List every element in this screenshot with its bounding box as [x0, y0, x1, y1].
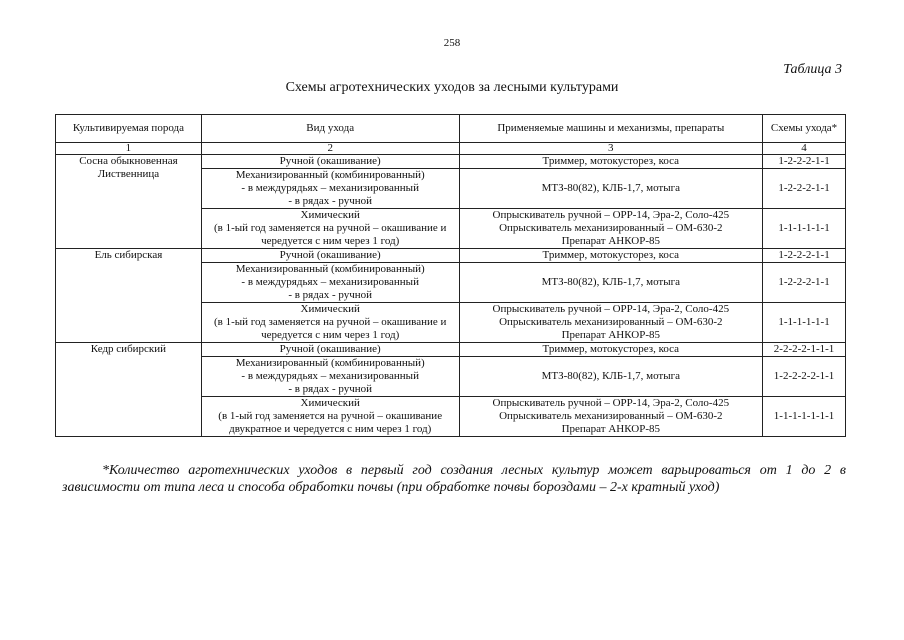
machines-line: Опрыскиватель ручной – ОРР-14, Эра-2, Соло-425: [492, 209, 730, 221]
machines-line: Опрыскиватель ручной – ОРР-14, Эра-2, Соло-425: [492, 397, 730, 409]
breed-name: Ель сибирская: [94, 249, 163, 261]
care-type-line: - в междурядьях – механизированный: [241, 182, 419, 194]
care-type-line: (в 1-ый год заменяется на ручной – окашивание и: [213, 316, 447, 328]
table-row: [56, 343, 846, 357]
machines-line: Препарат АНКОР-85: [561, 235, 661, 247]
machines-line: МТЗ-80(82), КЛБ-1,7, мотыга: [541, 370, 681, 382]
machines-line: Опрыскиватель механизированный – ОМ-630-2: [499, 316, 723, 328]
machines-line: Препарат АНКОР-85: [561, 329, 661, 341]
column-number-row: [56, 143, 846, 155]
care-type-cell: [201, 397, 459, 437]
scheme-cell: 1-1-1-1-1-1-1: [763, 397, 846, 437]
scheme-cell: 1-2-2-2-1-1: [763, 263, 846, 303]
care-type-line: чередуется с ним через 1 год): [261, 329, 400, 341]
machines-cell: [459, 249, 763, 263]
care-type-line: - в рядах - ручной: [288, 289, 373, 301]
breed-cell: [56, 343, 202, 437]
column-number: 1: [56, 143, 202, 155]
scheme-cell: 1-1-1-1-1-1: [763, 303, 846, 343]
care-type-cell: [201, 263, 459, 303]
machines-cell: [459, 155, 763, 169]
machines-line: МТЗ-80(82), КЛБ-1,7, мотыга: [541, 276, 681, 288]
table-body: [56, 155, 846, 437]
machines-cell: [459, 303, 763, 343]
scheme-cell: 1-1-1-1-1-1: [763, 209, 846, 249]
scheme-cell: 1-2-2-2-1-1: [763, 249, 846, 263]
machines-line: МТЗ-80(82), КЛБ-1,7, мотыга: [541, 182, 681, 194]
care-type-line: Ручной (окашивание): [279, 155, 381, 167]
care-type-line: Механизированный (комбинированный): [235, 357, 425, 369]
table-row: [56, 249, 846, 263]
breed-name: Лиственница: [97, 168, 160, 180]
care-type-line: чередуется с ним через 1 год): [261, 235, 400, 247]
machines-line: Опрыскиватель механизированный – ОМ-630-2: [499, 410, 723, 422]
care-schemes-table: [55, 114, 846, 437]
care-type-line: Механизированный (комбинированный): [235, 169, 425, 181]
care-type-cell: [201, 155, 459, 169]
machines-line: Препарат АНКОР-85: [561, 423, 661, 435]
care-type-line: - в междурядьях – механизированный: [241, 370, 419, 382]
care-type-line: Химический: [300, 397, 360, 409]
scheme-cell: 1-2-2-2-1-1: [763, 155, 846, 169]
care-type-line: - в междурядьях – механизированный: [241, 276, 419, 288]
header-cell: Культивируемая порода: [56, 115, 202, 143]
machines-cell: [459, 263, 763, 303]
care-type-cell: [201, 169, 459, 209]
care-type-line: - в рядах - ручной: [288, 195, 373, 207]
column-number: 4: [763, 143, 846, 155]
page-number: 258: [443, 37, 461, 49]
breed-name: Кедр сибирский: [90, 343, 167, 355]
care-type-cell: [201, 343, 459, 357]
header-cell: Схемы ухода*: [763, 115, 846, 143]
care-type-line: Ручной (окашивание): [279, 343, 381, 355]
breed-name: Сосна обыкновенная: [79, 155, 178, 167]
scheme-cell: 1-2-2-2-1-1: [763, 169, 846, 209]
scheme-cell: 1-2-2-2-2-1-1: [763, 357, 846, 397]
machines-cell: [459, 357, 763, 397]
table-row: [56, 155, 846, 169]
care-type-line: - в рядах - ручной: [288, 383, 373, 395]
care-type-line: Механизированный (комбинированный): [235, 263, 425, 275]
care-type-line: Химический: [300, 303, 360, 315]
care-type-line: (в 1-ый год заменяется на ручной – окашивание и: [213, 222, 447, 234]
footnote: *Количество агротехнических уходов в первый год создания лесных культур может варьироваться от 1 до 2 в зависимости от типа леса и способа обработки почвы (при обработке почвы бороздами – 2-х кратный уход): [62, 463, 846, 495]
machines-line: Триммер, мотокусторез, коса: [542, 249, 680, 261]
machines-line: Опрыскиватель ручной – ОРР-14, Эра-2, Соло-425: [492, 303, 730, 315]
column-number: 2: [201, 143, 459, 155]
care-type-cell: [201, 303, 459, 343]
care-type-cell: [201, 209, 459, 249]
care-type-line: двукратное и чередуется с ним через 1 год): [229, 423, 432, 435]
care-type-cell: [201, 249, 459, 263]
breed-cell: [56, 155, 202, 249]
breed-cell: [56, 249, 202, 343]
header-row: [56, 115, 846, 143]
machines-cell: [459, 209, 763, 249]
machines-line: Триммер, мотокусторез, коса: [542, 155, 680, 167]
care-type-line: Химический: [300, 209, 360, 221]
machines-line: Опрыскиватель механизированный – ОМ-630-2: [499, 222, 723, 234]
header-cell: Вид ухода: [201, 115, 459, 143]
care-type-line: Ручной (окашивание): [279, 249, 381, 261]
table-label: Таблица 3: [783, 62, 842, 77]
column-number: 3: [459, 143, 763, 155]
header-cell: Применяемые машины и механизмы, препараты: [459, 115, 763, 143]
machines-cell: [459, 169, 763, 209]
scheme-cell: 2-2-2-2-1-1-1: [763, 343, 846, 357]
machines-cell: [459, 397, 763, 437]
care-type-line: (в 1-ый год заменяется на ручной – окашивание: [218, 410, 443, 422]
machines-cell: [459, 343, 763, 357]
table-title: Схемы агротехнических уходов за лесными культурами: [285, 80, 619, 95]
care-type-cell: [201, 357, 459, 397]
machines-line: Триммер, мотокусторез, коса: [542, 343, 680, 355]
